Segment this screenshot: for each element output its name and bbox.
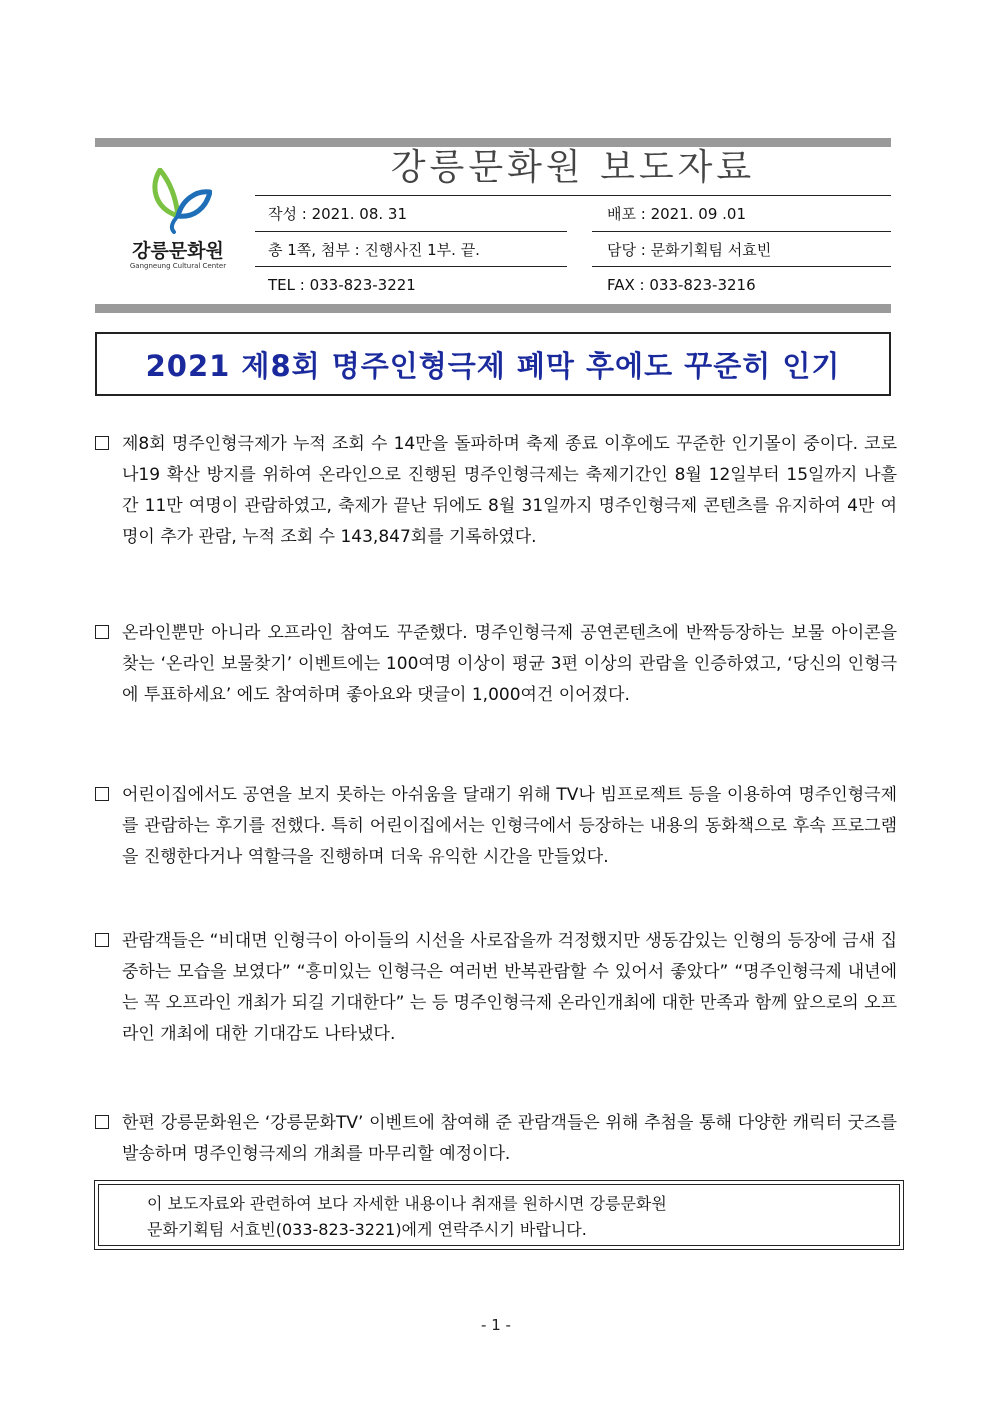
checkbox-bullet-icon bbox=[95, 787, 109, 801]
header-bottom-bar bbox=[95, 304, 891, 313]
contact-note-line: 이 보도자료와 관련하여 보다 자세한 내용이나 취재를 원하시면 강릉문화원 bbox=[147, 1194, 667, 1213]
paragraph-text: 제8회 명주인형극제가 누적 조회 수 14만을 돌파하며 축제 종료 이후에도 꾸준한 인기몰이 중이다. 코로나19 확산 방지를 위하여 온라인으로 진행된 명주인형극제는 축제기간인 8월 12일부터 15일까지 나흘간 11만 여명이 관람하였고, 축제가 끝난 뒤에도 8월 31일까지 명주인형극제 콘텐츠를 유지하여 4만 여명이 추가 관람, 누적 조회 수 143,847회를 기록하였다. bbox=[122, 434, 897, 547]
logo-subtitle: Gangneung Cultural Center bbox=[129, 262, 227, 270]
header-divider bbox=[255, 231, 567, 232]
paragraph bbox=[95, 780, 897, 873]
leaf-logo-icon bbox=[148, 168, 212, 234]
page-number: - 1 - bbox=[481, 1316, 511, 1334]
checkbox-bullet-icon bbox=[95, 1115, 109, 1129]
page-count: 총 1쪽, 첨부 : 진행사진 1부. 끝. bbox=[268, 241, 480, 259]
paragraph-text: 온라인뿐만 아니라 오프라인 참여도 꾸준했다. 명주인형극제 공연콘텐츠에 반짝등장하는 보물 아이콘을 찾는 ‘온라인 보물찾기’ 이벤트에는 100여명 이상이 평균 3편 이상의 관람을 인증하였고, ‘당신의 인형극에 투표하세요’ 에도 참여하며 좋아요와 댓글이 1,000여건 이어졌다. bbox=[122, 623, 897, 705]
page-title: 강릉문화원 보도자료 bbox=[390, 147, 756, 188]
fax-number: FAX : 033-823-3216 bbox=[607, 276, 756, 294]
header-divider bbox=[255, 195, 891, 196]
tel-number: TEL : 033-823-3221 bbox=[268, 276, 416, 294]
paragraph bbox=[95, 618, 897, 711]
checkbox-bullet-icon bbox=[95, 625, 109, 639]
logo-name: 강릉문화원 bbox=[132, 240, 224, 262]
contact-person: 담당 : 문화기획팀 서효빈 bbox=[607, 241, 772, 259]
paragraph bbox=[95, 926, 897, 1050]
paragraph-text: 어린이집에서도 공연을 보지 못하는 아쉬움을 달래기 위해 TV나 빔프로젝트 등을 이용하여 명주인형극제를 관람하는 후기를 전했다. 특히 어린이집에서는 인형극에서 등장하는 내용의 동화책으로 후속 프로그램을 진행한다거나 역할극을 진행하며 더욱 유익한 시간을 만들었다. bbox=[122, 785, 897, 867]
header-divider bbox=[592, 266, 891, 267]
contact-note-box bbox=[94, 1180, 904, 1250]
checkbox-bullet-icon bbox=[95, 436, 109, 450]
headline-box bbox=[95, 332, 891, 396]
header-divider bbox=[592, 231, 891, 232]
paragraph-text: 한편 강릉문화원은 ‘강릉문화TV’ 이벤트에 참여해 준 관람객들은 위해 추첨을 통해 다양한 캐릭터 굿즈를 발송하며 명주인형극제의 개최를 마무리할 예정이다. bbox=[122, 1113, 897, 1164]
paragraph bbox=[95, 1108, 897, 1170]
contact-note-line: 문화기획팀 서효빈(033-823-3221)에게 연락주시기 바랍니다. bbox=[147, 1220, 587, 1239]
written-date: 작성 : 2021. 08. 31 bbox=[268, 205, 407, 223]
distribution-date: 배포 : 2021. 09 .01 bbox=[607, 205, 746, 223]
org-logo bbox=[118, 168, 238, 278]
headline: 2021 제8회 명주인형극제 폐막 후에도 꾸준히 인기 bbox=[145, 348, 841, 383]
checkbox-bullet-icon bbox=[95, 933, 109, 947]
paragraph-text: 관람객들은 “비대면 인형극이 아이들의 시선을 사로잡을까 걱정했지만 생동감있는 인형의 등장에 금새 집중하는 모습을 보였다” “흥미있는 인형극은 여러번 반복관람할 수 있어서 좋았다” “명주인형극제 내년에는 꼭 오프라인 개최가 되길 기대한다” 는 등 명주인형극제 온라인개최에 대한 만족과 함께 앞으로의 오프라인 개최에 대한 기대감도 나타냈다. bbox=[122, 931, 897, 1044]
paragraph bbox=[95, 429, 897, 553]
header-divider bbox=[255, 266, 567, 267]
